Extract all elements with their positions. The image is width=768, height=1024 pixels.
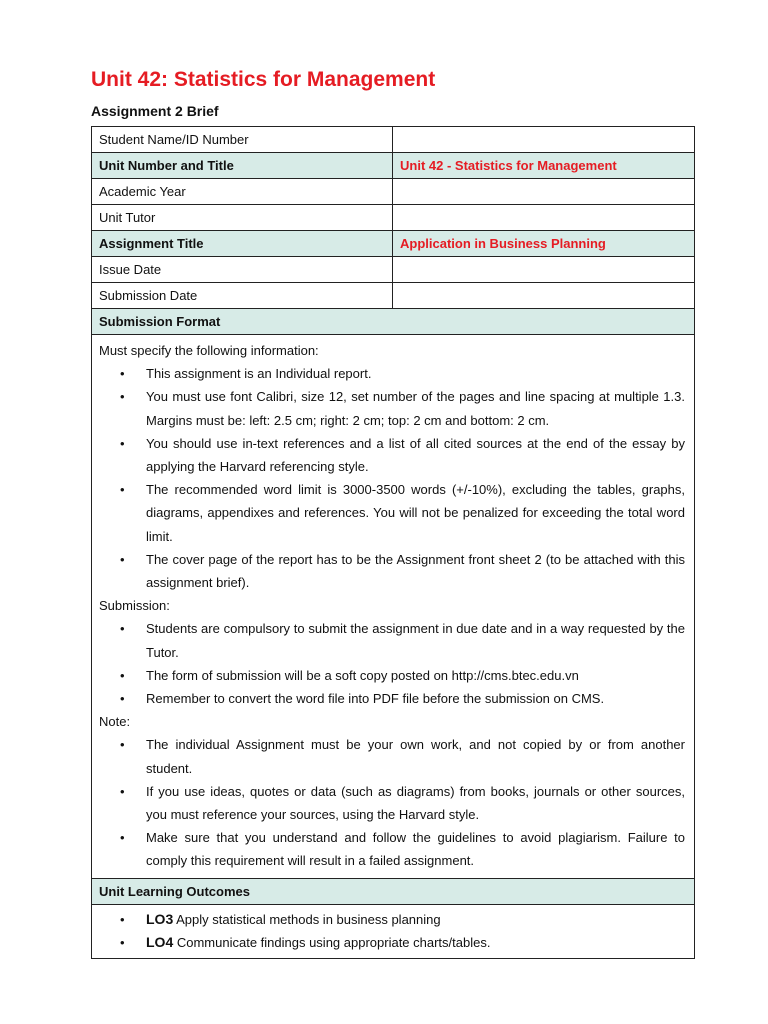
list-item (99, 931, 687, 954)
row-label-submission-date: Submission Date (92, 283, 393, 309)
table-row (92, 904, 695, 958)
bullet-icon: • (120, 621, 125, 637)
submission-label: Submission: (99, 598, 170, 614)
bullet-icon: • (120, 435, 125, 451)
submission-format-heading: Submission Format (92, 309, 695, 335)
row-value-submission-date (393, 283, 695, 309)
bullet-icon: • (120, 737, 125, 753)
table-row (92, 231, 695, 257)
assignment-subtitle: Assignment 2 Brief (91, 103, 219, 119)
learning-outcomes-heading: Unit Learning Outcomes (92, 878, 695, 904)
table-row (92, 335, 695, 879)
list-item: • If you use ideas, quotes or data (such as diagrams) from books, journals or other sources, you must reference your sources, using the Harvard style. (99, 780, 687, 826)
table-row (92, 127, 695, 153)
bullet-icon: • (120, 551, 125, 567)
lo4-code: LO4 (146, 933, 174, 950)
row-value-assignment-title: Application in Business Planning (393, 231, 695, 257)
row-label-assignment-title: Assignment Title (92, 231, 393, 257)
row-value-student (393, 127, 695, 153)
list-item: • Students are compulsory to submit the assignment in due date and in a way requested by the Tutor. (99, 617, 687, 663)
table-row (92, 878, 695, 904)
bullet-icon: • (120, 667, 125, 683)
info-bullet-list (99, 362, 687, 594)
bullet-icon: • (120, 911, 125, 927)
lo4-text: Communicate findings using appropriate charts/tables. (173, 934, 491, 950)
table-row (92, 309, 695, 335)
bullet-icon: • (120, 389, 125, 405)
row-label-unit-tutor: Unit Tutor (92, 205, 393, 231)
submission-format-body (92, 335, 695, 879)
table-row (92, 179, 695, 205)
row-value-academic-year (393, 179, 695, 205)
list-item: • The recommended word limit is 3000-3500 words (+/-10%), excluding the tables, graphs, diagrams, appendixes and references. You will not be penalized for exceeding the total word limit. (99, 478, 687, 548)
list-item: • You should use in-text references and a list of all cited sources at the end of the essay by applying the Harvard referencing style. (99, 432, 687, 478)
page-title: Unit 42: Statistics for Management (91, 68, 436, 91)
list-item: • The form of submission will be a soft copy posted on http://cms.btec.edu.vn (99, 664, 687, 687)
assignment-brief-table (91, 126, 695, 959)
table-row (92, 257, 695, 283)
table-row (92, 283, 695, 309)
table-row (92, 205, 695, 231)
learning-outcomes-body (92, 904, 695, 958)
list-item: • The individual Assignment must be your own work, and not copied by or from another student. (99, 733, 687, 779)
submission-intro: Must specify the following information: (99, 343, 319, 358)
lo3-code: LO3 (146, 910, 174, 927)
row-label-unit: Unit Number and Title (92, 153, 393, 179)
list-item: • Remember to convert the word file into PDF file before the submission on CMS. (99, 687, 687, 710)
list-item: • Make sure that you understand and follow the guidelines to avoid plagiarism. Failure to comply this requirement will result in a failed assignment. (99, 826, 687, 872)
lo3-text: Apply statistical methods in business planning (173, 911, 441, 927)
list-item: • The cover page of the report has to be the Assignment front sheet 2 (to be attached with this assignment brief). (99, 548, 687, 594)
bullet-icon: • (120, 482, 125, 498)
submission-bullet-list (99, 617, 687, 710)
row-label-student: Student Name/ID Number (92, 127, 393, 153)
row-label-academic-year: Academic Year (92, 179, 393, 205)
list-item: • This assignment is an Individual report. (99, 362, 687, 385)
note-label: Note: (99, 714, 131, 730)
bullet-icon: • (120, 691, 125, 707)
bullet-icon: • (120, 366, 125, 382)
table-row (92, 153, 695, 179)
list-item (99, 908, 687, 931)
bullet-icon: • (120, 934, 125, 950)
row-value-unit: Unit 42 - Statistics for Management (393, 153, 695, 179)
bullet-icon: • (120, 783, 125, 799)
bullet-icon: • (120, 830, 125, 846)
note-bullet-list (99, 733, 687, 872)
row-value-issue-date (393, 257, 695, 283)
row-value-unit-tutor (393, 205, 695, 231)
list-item: • You must use font Calibri, size 12, set number of the pages and line spacing at multiple 1.3. Margins must be: left: 2.5 cm; right: 2 cm; top: 2 cm and bottom: 2 cm. (99, 385, 687, 431)
learning-outcomes-list (99, 908, 687, 954)
row-label-issue-date: Issue Date (92, 257, 393, 283)
